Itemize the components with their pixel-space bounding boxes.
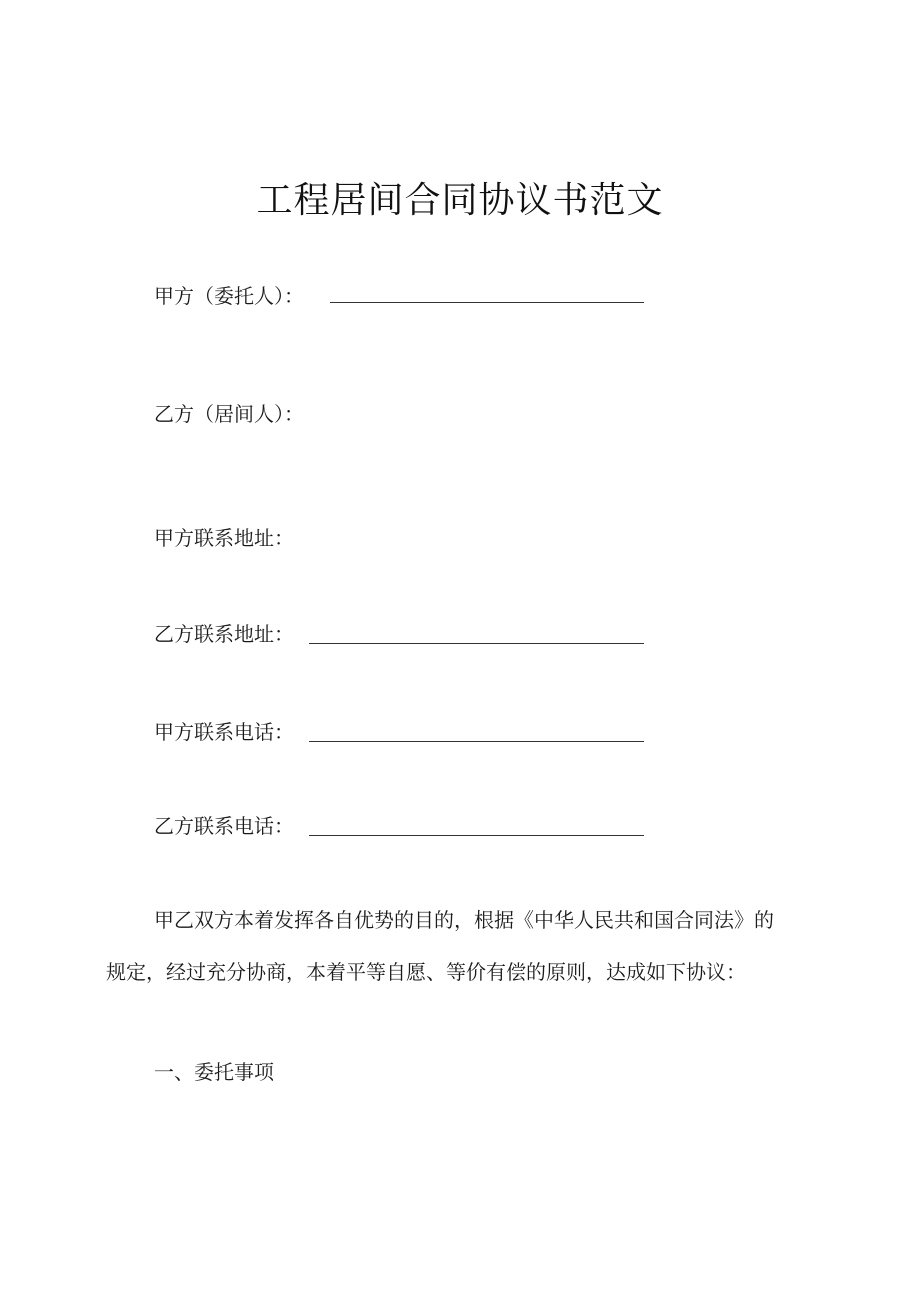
party-b-address-label: 乙方联系地址：	[154, 622, 294, 646]
party-a-phone-field	[154, 718, 294, 746]
party-b-address-field	[154, 620, 294, 648]
party-a-address-label: 甲方联系地址：	[154, 526, 294, 550]
party-b-phone-field	[154, 812, 294, 840]
preamble-line-2: 规定，经过充分协商，本着平等自愿、等价有偿的原则，达成如下协议：	[106, 960, 746, 984]
section-heading-1: 一、委托事项	[154, 1060, 274, 1084]
party-a-name-label: 甲方（委托人）：	[154, 284, 304, 308]
party-b-phone-blank[interactable]	[309, 835, 644, 836]
party-a-address-field	[154, 524, 294, 552]
party-b-name-field	[154, 400, 304, 428]
party-b-address-blank[interactable]	[309, 643, 644, 644]
party-a-phone-blank[interactable]	[309, 741, 644, 742]
party-a-name-blank[interactable]	[330, 302, 644, 303]
party-b-name-label: 乙方（居间人）：	[154, 402, 304, 426]
party-a-phone-label: 甲方联系电话：	[154, 720, 294, 744]
party-b-phone-label: 乙方联系电话：	[154, 814, 294, 838]
preamble-line-1: 甲乙双方本着发挥各自优势的目的，根据《中华人民共和国合同法》的	[154, 908, 774, 932]
document-title: 工程居间合同协议书范文	[256, 180, 664, 221]
party-a-name-field	[154, 282, 304, 310]
